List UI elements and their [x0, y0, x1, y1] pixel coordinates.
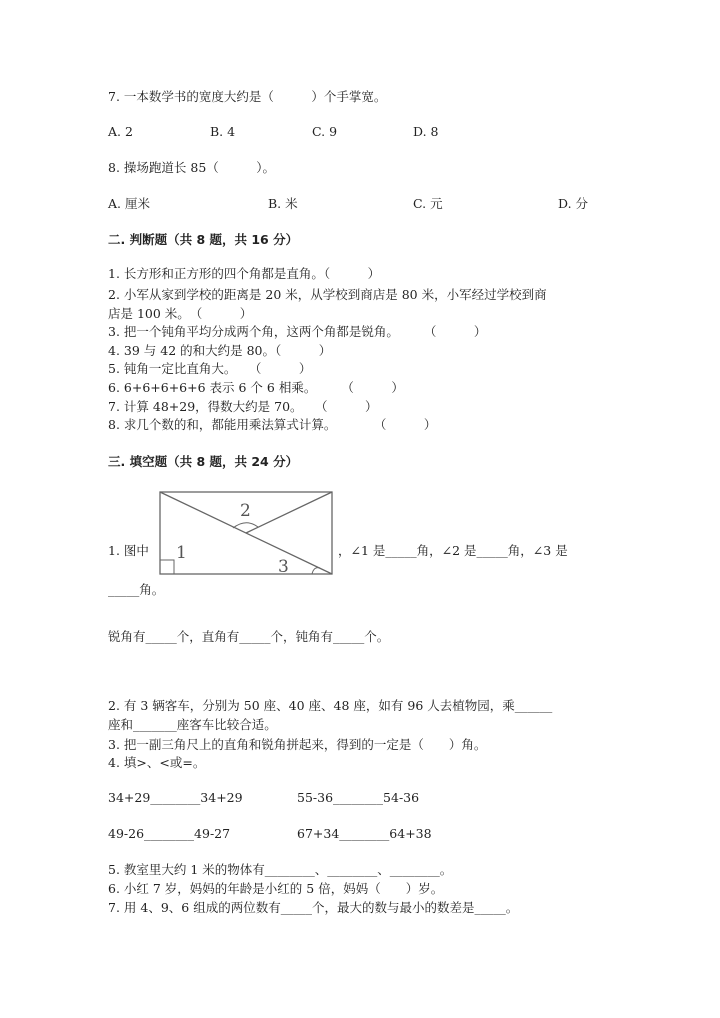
judge-item: 2. 小军从家到学校的距离是 20 米，从学校到商店是 80 米，小军经过学校到商 — [108, 287, 547, 302]
judge-item: 7. 计算 48+29，得数大约是 70。 （ ） — [108, 399, 378, 414]
fill-q2-cont: 座和_______座客车比较合适。 — [108, 717, 277, 732]
option-c: C. 9 — [312, 124, 338, 139]
fill-q1-cont: _____角。 — [108, 582, 165, 597]
judge-item: 5. 钝角一定比直角大。 （ ） — [108, 361, 312, 376]
fill-q7: 7. 用 4、9、6 组成的两位数有_____个，最大的数与最小的数差是_____。 — [108, 900, 519, 915]
compare-item: 34+29________34+29 — [108, 790, 243, 805]
option-c: C. 元 — [413, 196, 443, 211]
compare-item: 67+34________64+38 — [297, 826, 432, 841]
section-heading-judge: 二. 判断题（共 8 题，共 16 分） — [108, 232, 299, 247]
fill-q6: 6. 小红 7 岁，妈妈的年龄是小红的 5 倍，妈妈（ ）岁。 — [108, 881, 444, 896]
question-7: 7. 一本数学书的宽度大约是（ ）个手掌宽。 — [108, 89, 387, 104]
judge-item: 8. 求几个数的和，都能用乘法算式计算。 （ ） — [108, 417, 437, 432]
option-d: D. 8 — [413, 124, 439, 139]
fill-q1-prefix: 1. 图中 — [108, 543, 149, 558]
option-b: B. 4 — [210, 124, 236, 139]
judge-item: 3. 把一个钝角平均分成两个角，这两个角都是锐角。 （ ） — [108, 324, 487, 339]
fill-q1-suffix: ，∠1 是_____角，∠2 是_____角，∠3 是 — [338, 543, 568, 558]
fill-q2: 2. 有 3 辆客车，分别为 50 座、40 座、48 座，如有 96 人去植物园，乘______ — [108, 698, 553, 713]
angle-figure — [156, 488, 336, 578]
compare-item: 55-36________54-36 — [297, 790, 420, 805]
fill-q3: 3. 把一副三角尺上的直角和锐角拼起来，得到的一定是（ ）角。 — [108, 737, 487, 752]
angle-label-3: 3 — [278, 557, 289, 577]
angle-label-2: 2 — [240, 501, 251, 521]
section-heading-fill: 三. 填空题（共 8 题，共 24 分） — [108, 454, 299, 469]
fill-q5: 5. 教室里大约 1 米的物体有________、________、________。 — [108, 862, 453, 877]
angle-label-1: 1 — [176, 543, 187, 563]
judge-item: 1. 长方形和正方形的四个角都是直角。（ ） — [108, 266, 381, 281]
judge-item: 店是 100 米。 （ ） — [108, 306, 253, 321]
fill-q1-count: 锐角有_____个，直角有_____个，钝角有_____个。 — [108, 629, 390, 644]
option-a: A. 厘米 — [108, 196, 150, 211]
question-8: 8. 操场跑道长 85（ ）。 — [108, 160, 276, 175]
option-d: D. 分 — [558, 196, 589, 211]
option-b: B. 米 — [268, 196, 298, 211]
judge-item: 4. 39 与 42 的和大约是 80。（ ） — [108, 343, 332, 358]
judge-item: 6. 6+6+6+6+6 表示 6 个 6 相乘。 （ ） — [108, 380, 404, 395]
compare-item: 49-26________49-27 — [108, 826, 231, 841]
fill-q4: 4. 填>、<或=。 — [108, 755, 206, 770]
option-a: A. 2 — [108, 124, 133, 139]
